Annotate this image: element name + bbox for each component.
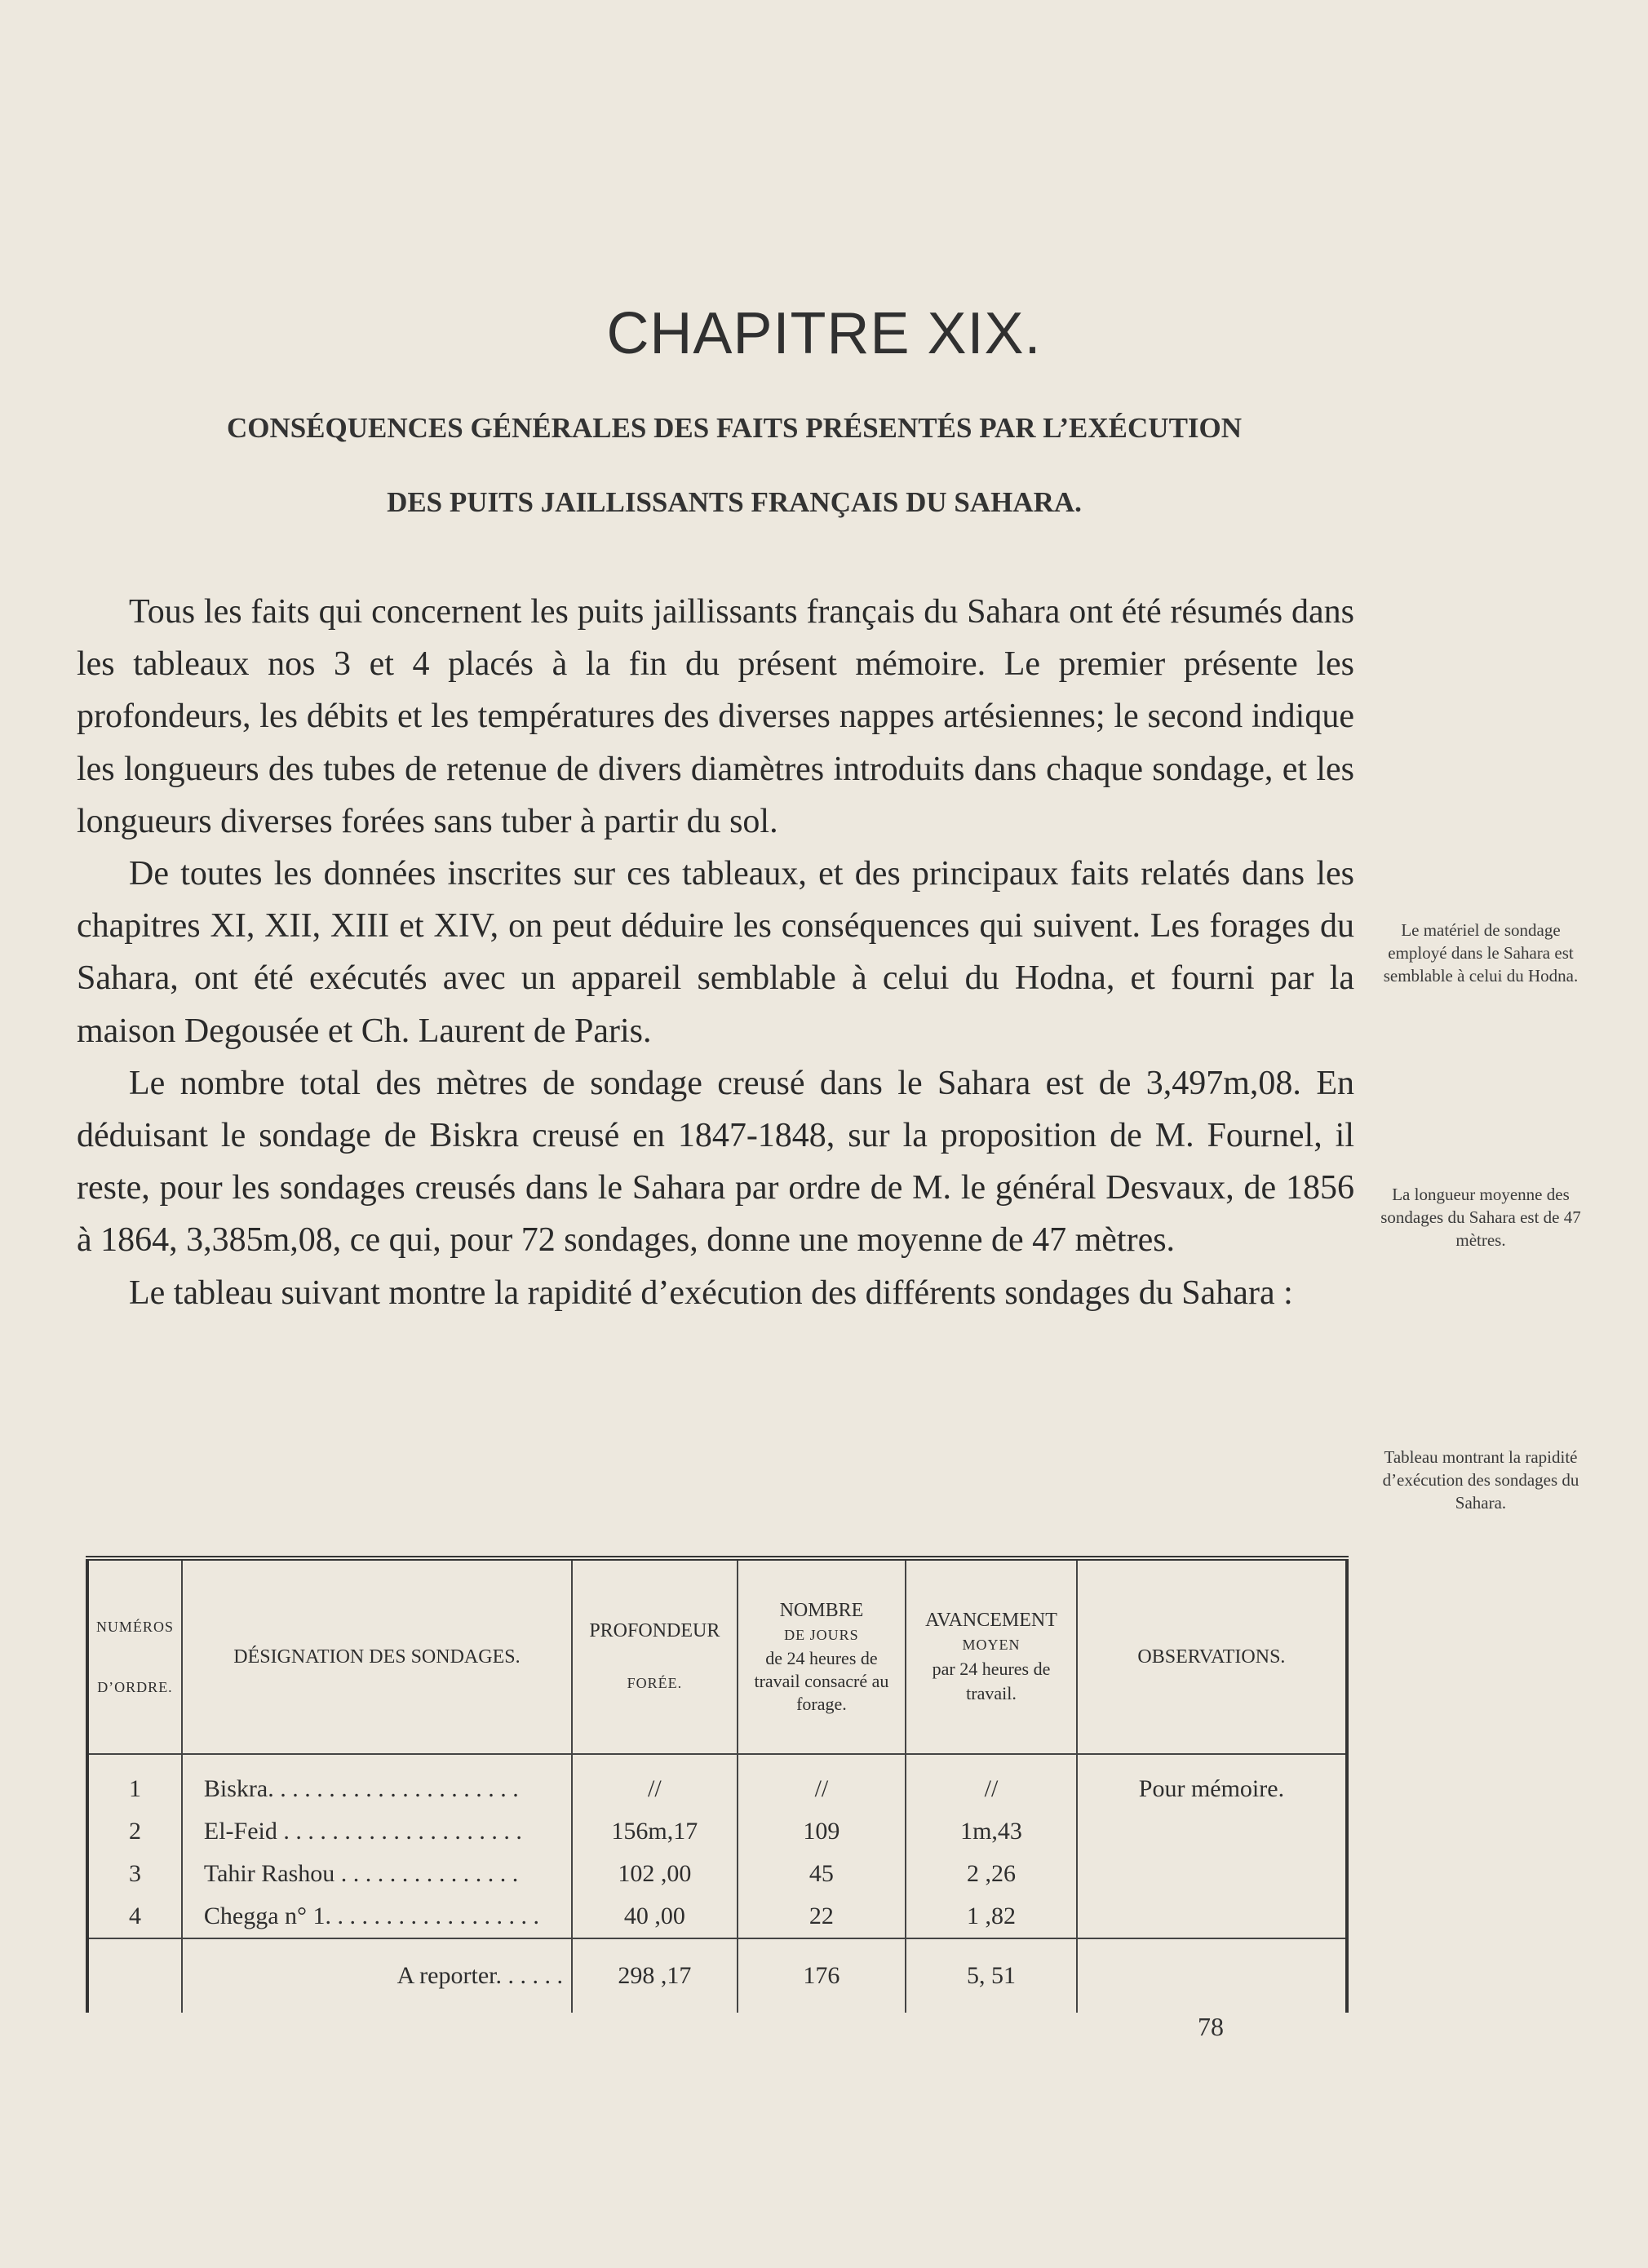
cell-num: 1 — [87, 1754, 182, 1810]
cell-observations — [1077, 1895, 1347, 1938]
cell-jours: 45 — [738, 1853, 906, 1895]
header-numeros: NUMÉROS D’ORDRE. — [87, 1558, 182, 1754]
table-header-row — [87, 1558, 1347, 1754]
chapter-subtitle-line1: CONSÉQUENCES GÉNÉRALES DES FAITS PRÉSENTÉS PAR L’EXÉCUTION — [226, 412, 1243, 444]
paragraph-2: De toutes les données inscrites sur ces tableaux, et des principaux faits relatés dans les chapitres XI, XII, XIII et XIV, on peut déduire les conséquences qui suivent. Les forages du Sahara, ont été exécutés avec un appareil semblable à celui du Hodna, et fourni par la maison Degousée et Ch. Laurent de Paris. — [77, 855, 1354, 1050]
margin-note-materiel: Le matériel de sondage employé dans le Sahara est semblable à celui du Hodna. — [1383, 920, 1579, 986]
cell-observations — [1077, 1810, 1347, 1853]
cell-total-avancement: 5, 51 — [906, 1938, 1077, 2013]
page-number: 78 — [1198, 2012, 1224, 2041]
margin-note-tableau: Tableau montrant la rapidité d’exécution des sondages du Sahara. — [1382, 1447, 1579, 1513]
cell-avancement: 2 ,26 — [906, 1853, 1077, 1895]
cell-total-profondeur: 298 ,17 — [572, 1938, 738, 2013]
cell-total-jours: 176 — [738, 1938, 906, 2013]
margin-note-longueur: La longueur moyenne des sondages du Sahara est de 47 mètres. — [1380, 1185, 1581, 1250]
cell-jours: 22 — [738, 1895, 906, 1938]
cell-jours: 109 — [738, 1810, 906, 1853]
cell-observations — [1077, 1853, 1347, 1895]
paragraph-4: Le tableau suivant montre la rapidité d’exécution des différents sondages du Sahara : — [129, 1274, 1293, 1312]
table-row — [87, 1810, 1347, 1853]
body-text — [77, 586, 1354, 1319]
cell-observations: Pour mémoire. — [1077, 1754, 1347, 1810]
cell-profondeur: 40 ,00 — [572, 1895, 738, 1938]
cell-num: 2 — [87, 1810, 182, 1853]
summary-table — [86, 1556, 1349, 2013]
cell-num: 4 — [87, 1895, 182, 1938]
cell-profondeur: 156m,17 — [572, 1810, 738, 1853]
table-total-row — [87, 1938, 1347, 2013]
cell-num: 3 — [87, 1853, 182, 1895]
table-row — [87, 1853, 1347, 1895]
table-row — [87, 1754, 1347, 1810]
cell-avancement: 1 ,82 — [906, 1895, 1077, 1938]
cell-avancement: 1m,43 — [906, 1810, 1077, 1853]
cell-designation: Chegga n° 1. . . . . . . . . . . . . . . . . . — [182, 1895, 572, 1938]
cell-jours: // — [738, 1754, 906, 1810]
chapter-subtitle-line2: DES PUITS JAILLISSANTS FRANÇAIS DU SAHARA. — [387, 486, 1082, 518]
header-observations: OBSERVATIONS. — [1077, 1558, 1347, 1754]
cell-profondeur: // — [572, 1754, 738, 1810]
summary-table-wrap — [86, 1556, 1349, 2004]
header-nombre: NOMBRE DE JOURS de 24 heures de travail consacré au forage. — [738, 1558, 906, 1754]
cell-avancement: // — [906, 1754, 1077, 1810]
cell-profondeur: 102 ,00 — [572, 1853, 738, 1895]
header-designation: DÉSIGNATION DES SONDAGES. — [182, 1558, 572, 1754]
cell-num — [87, 1938, 182, 2013]
chapter-title: CHAPITRE XIX. — [606, 301, 1042, 366]
header-avancement: AVANCEMENT MOYEN par 24 heures de travail. — [906, 1558, 1077, 1754]
cell-total-label: A reporter. . . . . . — [182, 1938, 572, 2013]
paragraph-3: Le nombre total des mètres de sondage creusé dans le Sahara est de 3,497m,08. En déduisant le sondage de Biskra creusé en 1847-1848, sur la proposition de M. Fournel, il reste, pour les sondages creusés dans le Sahara par ordre de M. le général Desvaux, de 1856 à 1864, 3,385m,08, ce qui, pour 72 sondages, donne une moyenne de 47 mètres. — [77, 1064, 1354, 1260]
header-profondeur: PROFONDEUR FORÉE. — [572, 1558, 738, 1754]
table-row — [87, 1895, 1347, 1938]
cell-designation: Tahir Rashou . . . . . . . . . . . . . . . — [182, 1853, 572, 1895]
cell-designation: Biskra. . . . . . . . . . . . . . . . . . . . . — [182, 1754, 572, 1810]
paragraph-1: Tous les faits qui concernent les puits jaillissants français du Sahara ont été résumés dans les tableaux nos 3 et 4 placés à la fin du présent mémoire. Le premier présente les profondeurs, les débits et les températures des diverses nappes artésiennes; le second indique les longueurs des tubes de retenue de divers diamètres introduits dans chaque sondage, et les longueurs diverses forées sans tuber à partir du sol. — [77, 593, 1354, 840]
cell-observations — [1077, 1938, 1347, 2013]
cell-designation: El-Feid . . . . . . . . . . . . . . . . . . . . — [182, 1810, 572, 1853]
